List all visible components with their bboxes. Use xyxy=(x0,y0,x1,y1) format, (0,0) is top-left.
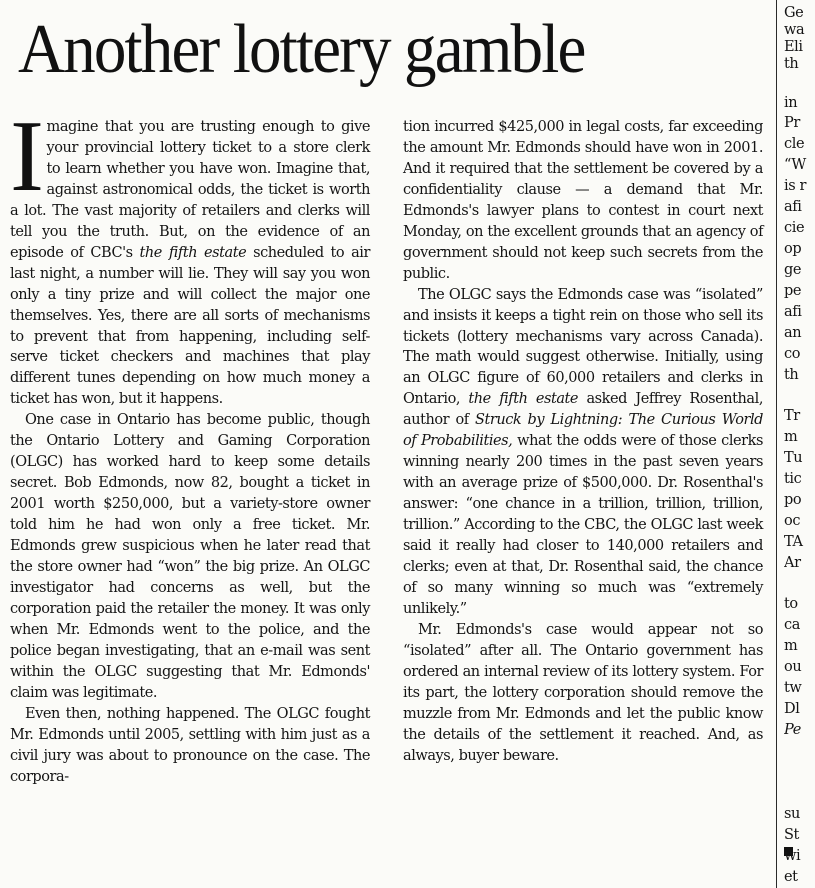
fragment-line: to xyxy=(784,596,798,612)
fragment-line: su xyxy=(784,806,800,822)
fragment-line: co xyxy=(784,346,801,362)
fragment-line: oc xyxy=(784,513,801,529)
fragment-line: th xyxy=(784,367,799,383)
fragment-line: an xyxy=(784,325,802,341)
next-column-fragment xyxy=(784,0,815,888)
show-title: the fifth estate xyxy=(139,244,247,261)
fragment-line: Dl xyxy=(784,701,800,717)
fragment-line: Pe xyxy=(784,722,801,738)
fragment-line: TA xyxy=(784,534,803,550)
fragment-line: m xyxy=(784,638,798,654)
paragraph-5 xyxy=(403,285,763,620)
fragment-line: th xyxy=(784,56,799,72)
fragment-line: afi xyxy=(784,199,802,215)
fragment-line: “W xyxy=(784,157,806,173)
fragment-line: in xyxy=(784,95,798,111)
article-column-middle xyxy=(403,117,763,767)
fragment-line: Eli xyxy=(784,39,803,55)
paragraph-4: tion incurred $425,000 in legal costs, far exceeding the amount Mr. Edmonds should have won in 2001. And it required that the settlement be covered by a confidentiality clause — a demand that Mr. Edmonds's lawyer plans to contest in court next Monday, on the excellent grounds that an agency of government should not keep such secrets from the public. xyxy=(403,119,763,282)
show-title-2: the fifth estate xyxy=(468,391,579,408)
headline: Another lottery gamble xyxy=(18,11,585,88)
fragment-line: op xyxy=(784,241,802,257)
fragment-line: wi xyxy=(784,848,801,864)
paragraph-2: One case in Ontario has become public, though the Ontario Lottery and Gaming Corporation (OLGC) has worked hard to keep some details secret. Bob Edmonds, now 82, bought a ticket in 2001 worth $250,000, but a variety-store owner told him he had won only a free ticket. Mr. Edmonds grew suspicious when he later read that the store owner had “won” the big prize. An OLGC investigator had concerns as well, but the corporation paid the retailer the money. It was only when Mr. Edmonds went to the police, and the police began investigating, that an e-mail was sent within the OLGC suggesting that Mr. Edmonds' claim was legitimate. xyxy=(10,412,370,701)
paragraph-1-text: magine that you are trusting enough to give your provincial lottery ticket to a store clerk to learn whether you have won. Imagine that, against astronomical odds, the ticket is worth a lot. The vast majority of retailers and clerks will tell you the truth. But, on the evidence of an episode of CBC's xyxy=(10,119,370,261)
fragment-line: wa xyxy=(784,22,805,38)
fragment-line: afi xyxy=(784,304,802,320)
column-rule xyxy=(776,0,777,888)
fragment-line: po xyxy=(784,492,802,508)
paragraph-3: Even then, nothing happened. The OLGC fought Mr. Edmonds until 2005, settling with him just as a civil jury was about to pronounce on the case. The corpora- xyxy=(10,705,370,785)
fragment-line: cie xyxy=(784,220,805,236)
fragment-line: St xyxy=(784,827,799,843)
fragment-line: tw xyxy=(784,680,802,696)
paragraph-6: Mr. Edmonds's case would appear not so “isolated” after all. The Ontario government has ordered an internal review of its lottery system. For its part, the lottery corporation should remove the muzzle from Mr. Edmonds and let the public know the details of the settlement it reached. And, as always, buyer beware. xyxy=(403,621,763,764)
fragment-line: Ge xyxy=(784,5,804,21)
fragment-line: Tu xyxy=(784,450,803,466)
paragraph-5-a: The OLGC says the Edmonds case was “isolated” and insists it keeps a tight rein on those who sell its tickets (lottery mechanisms vary across Canada). The math would suggest otherwise. Initially, using an OLGC figure of 60,000 retailers and clerks in Ontario, xyxy=(403,286,763,408)
paragraph-5-b: asked Jeffrey Rosenthal, author of xyxy=(403,391,763,429)
book-title: Struck by Lightning: The Curious World of Probabilities, xyxy=(403,412,763,450)
fragment-line: tic xyxy=(784,471,802,487)
fragment-line: et xyxy=(784,869,798,885)
fragment-line: pe xyxy=(784,283,802,299)
fragment-line: Tr xyxy=(784,408,800,424)
fragment-line: is r xyxy=(784,178,807,194)
paragraph-1-tail: scheduled to air last night, a number will lie. They will say you won only a tiny prize and will collect the major one themselves. Yes, there are all sorts of mechanisms to prevent that from happening, including self-serve ticket checkers and machines that play different tunes depending on how much money a ticket has won, but it happens. xyxy=(10,244,370,408)
drop-cap: I xyxy=(10,100,44,213)
fragment-line: ge xyxy=(784,262,802,278)
paragraph-1 xyxy=(10,100,370,410)
fragment-line: Pr xyxy=(784,115,800,131)
fragment-line: ca xyxy=(784,617,800,633)
fragment-line: m xyxy=(784,429,798,445)
fragment-line: Ar xyxy=(784,555,801,571)
article-column-left xyxy=(10,100,370,788)
fragment-line: ou xyxy=(784,659,802,675)
paragraph-5-c: what the odds were of those clerks winning nearly 200 times in the past seven years with an average prize of $500,000. Dr. Rosenthal's answer: “one chance in a trillion, trillion, trillion, trillion.” According to the CBC, the OLGC last week said it really had closer to 140,000 retailers and clerks; even at that, Dr. Rosenthal said, the chance of so many winning so much was “extremely unlikely.” xyxy=(403,433,763,617)
fragment-line: cle xyxy=(784,136,805,152)
